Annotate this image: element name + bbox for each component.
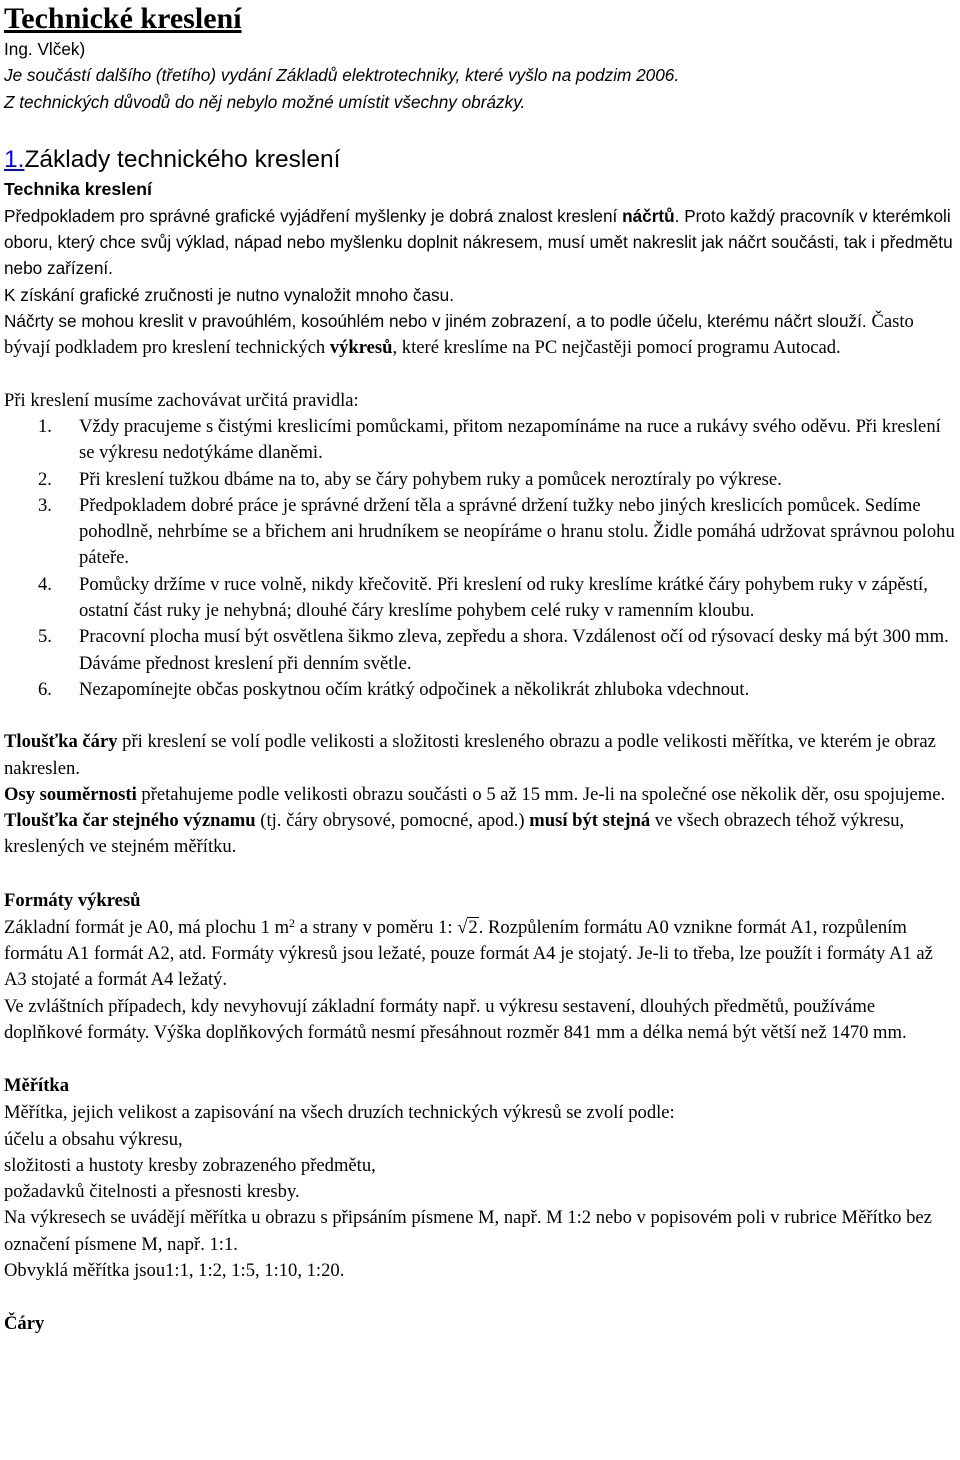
meritka-heading: Měřítka: [4, 1075, 70, 1097]
intro-line-1: Je součástí dalšího (třetího) vydání Základů elektrotechniky, které vyšlo na podzim 2006.: [4, 65, 680, 86]
list-number: 3.: [38, 494, 52, 516]
list-item: [4, 677, 956, 703]
list-number: 1.: [38, 415, 52, 437]
list-item: [4, 467, 956, 493]
spacer: [4, 703, 956, 729]
text-run: Často bývají podkladem pro kreslení technických: [4, 311, 914, 359]
meritka-paragraph-3: Obvyklá měřítka jsou1:1, 1:2, 1:5, 1:10, 1:20.: [4, 1259, 345, 1281]
same-meaning-lines-paragraph: [4, 808, 956, 861]
chapter-title: Základy technického kreslení: [24, 145, 341, 173]
line-thickness-paragraph: [4, 729, 956, 782]
radicand: 2: [468, 916, 478, 938]
cary-heading: Čáry: [4, 1313, 45, 1335]
list-text: Při kreslení tužkou dbáme na to, aby se čáry pohybem ruky a pomůcek neroztíraly po výkrese.: [79, 468, 782, 490]
spacer: [4, 362, 956, 388]
bold-term-vykresu: výkresů: [329, 337, 393, 359]
text-run: při kreslení se volí podle velikosti a složitosti kresleného obrazu a podle velikosti měřítka, ve kterém je obraz nakreslen.: [4, 731, 936, 779]
meritka-list-line-3: požadavků čitelnosti a přesnosti kresby.: [4, 1181, 300, 1203]
list-item: [4, 572, 956, 625]
bold-term: Osy souměrnosti: [4, 783, 137, 805]
text-run: přetahujeme podle velikosti obrazu součásti o 5 až 15 mm. Je-li na společné ose několik děr, osu spojujeme.: [136, 783, 946, 805]
meritka-list-line-2: složitosti a hustoty kresby zobrazeného předmětu,: [4, 1154, 376, 1176]
text-run: (tj. čáry obrysové, pomocné, apod.): [255, 810, 530, 832]
bold-term: Tloušťka čáry: [4, 731, 118, 753]
formaty-paragraph-2: Ve zvláštních případech, kdy nevyhovují základní formáty např. u výkresu sestavení, dlouhých předmětů, používáme doplňkové formáty. Výška doplňkových formátů nesmí přesáhnout rozměr 841 mm a délka nemá být větší než 1470 mm.: [4, 995, 907, 1043]
bold-term-nacrtu: náčrtů: [622, 205, 675, 226]
spacer: [4, 861, 956, 887]
list-item: [4, 624, 956, 677]
radical-sign: √: [457, 916, 468, 938]
list-item: [4, 414, 956, 467]
list-text: Pomůcky držíme v ruce volně, nikdy křečovitě. Při kreslení od ruky kreslíme krátké čáry pohybem ruky v zápěstí, ostatní část ruky je nehybná; dlouhé čáry kreslíme pohybem celé ruky v ramenním kloubu.: [79, 573, 928, 622]
list-text: Pracovní plocha musí být osvětlena šikmo zleva, zepředu a shora. Vzdálenost očí od rýsovací desky má být 300 mm. Dáváme přednost kreslení při denním světle.: [79, 626, 949, 674]
text-run: Základní formát je A0, má plochu 1 m: [4, 916, 290, 938]
symmetry-axes-paragraph: [4, 782, 956, 808]
list-text: Vždy pracujeme s čistými kreslicími pomůckami, přitom nezapomínáme na ruce a rukávy svého oděvu. Při kreslení se výkresu nedotýkáme dlaněmi.: [79, 415, 941, 464]
rules-intro: Při kreslení musíme zachovávat určitá pravidla:: [4, 389, 359, 411]
bold-term: Tloušťka čar stejného významu: [4, 810, 256, 832]
technika-paragraph-2: K získání grafické zručnosti je nutno vynaložit mnoho času.: [4, 284, 454, 305]
formaty-paragraph-1: [4, 915, 956, 994]
list-number: 4.: [38, 573, 52, 595]
document-title: Technické kreslení: [4, 2, 242, 35]
technika-paragraph-3: [4, 308, 956, 362]
superscript: 2: [289, 915, 296, 930]
author-line: Ing. Vlček): [4, 39, 86, 59]
meritka-paragraph-2: Na výkresech se uvádějí měřítka u obrazu s připsáním písmene M, např. M 1:2 nebo v popisovém poli v rubrice Měřítko bez označení písmene M, např. 1:1.: [4, 1207, 932, 1255]
list-item: [4, 493, 956, 572]
chapter-heading: [4, 145, 956, 175]
text-run: . Proto každý pracovník v kterémkoli oboru, který chce svůj výklad, nápad nebo myšlenku doplnit nákresem, musí umět nakreslit jak náčrt součásti, tak i předmětu nebo zařízení.: [4, 205, 953, 279]
technika-heading: Technika kreslení: [4, 178, 152, 199]
list-text: Předpokladem dobré práce je správné držení těla a správné držení tužky nebo jiných kreslicích pomůcek. Sedíme pohodlně, nehrbíme se a břichem ani hrudníkem se neopíráme o hranu stolu. Židle pomáhá udržovat správnou polohu páteře.: [79, 494, 955, 569]
text-run: a strany v poměru 1:: [295, 916, 458, 938]
chapter-number-link[interactable]: 1.: [4, 145, 25, 173]
list-number: 2.: [38, 468, 52, 490]
spacer: [4, 1046, 956, 1072]
text-run: . Rozpůlením formátu A0 vznikne formát A1, rozpůlením formátu A1 formát A2, atd. Formáty výkresů jsou ležaté, pouze formát A4 je stojatý. Je-li to třeba, lze použít i formáty A1 až A3 stojaté a formát A4 ležatý.: [4, 916, 933, 991]
text-run: Náčrty se mohou kreslit v pravoúhlém, kosoúhlém nebo v jiném zobrazení, a to podle účelu, kterému náčrt slouží.: [4, 311, 872, 332]
technika-paragraph-1: [4, 203, 956, 282]
bold-term: musí být stejná: [529, 810, 651, 832]
list-number: 6.: [38, 678, 52, 700]
meritka-list-line-1: účelu a obsahu výkresu,: [4, 1128, 183, 1150]
document-page: [0, 2, 956, 1338]
list-number: 5.: [38, 626, 52, 648]
text-run: ve všech obrazech téhož výkresu, kreslených ve stejném měřítku.: [4, 810, 905, 858]
rules-list: [4, 414, 956, 703]
intro-line-2: Z technických důvodů do něj nebylo možné umístit všechny obrázky.: [4, 91, 526, 112]
text-run: Předpokladem pro správné grafické vyjádření myšlenky je dobrá znalost kreslení: [4, 205, 623, 226]
text-run: , které kreslíme na PC nejčastěji pomocí programu Autocad.: [392, 337, 841, 359]
square-root-symbol: [457, 915, 479, 941]
spacer: [4, 1284, 956, 1310]
list-text: Nezapomínejte občas poskytnou očím krátký odpočinek a několikrát zhluboka vdechnout.: [79, 678, 750, 700]
meritka-paragraph-1: Měřítka, jejich velikost a zapisování na všech druzích technických výkresů se zvolí podle:: [4, 1102, 675, 1124]
formaty-heading: Formáty výkresů: [4, 889, 141, 911]
